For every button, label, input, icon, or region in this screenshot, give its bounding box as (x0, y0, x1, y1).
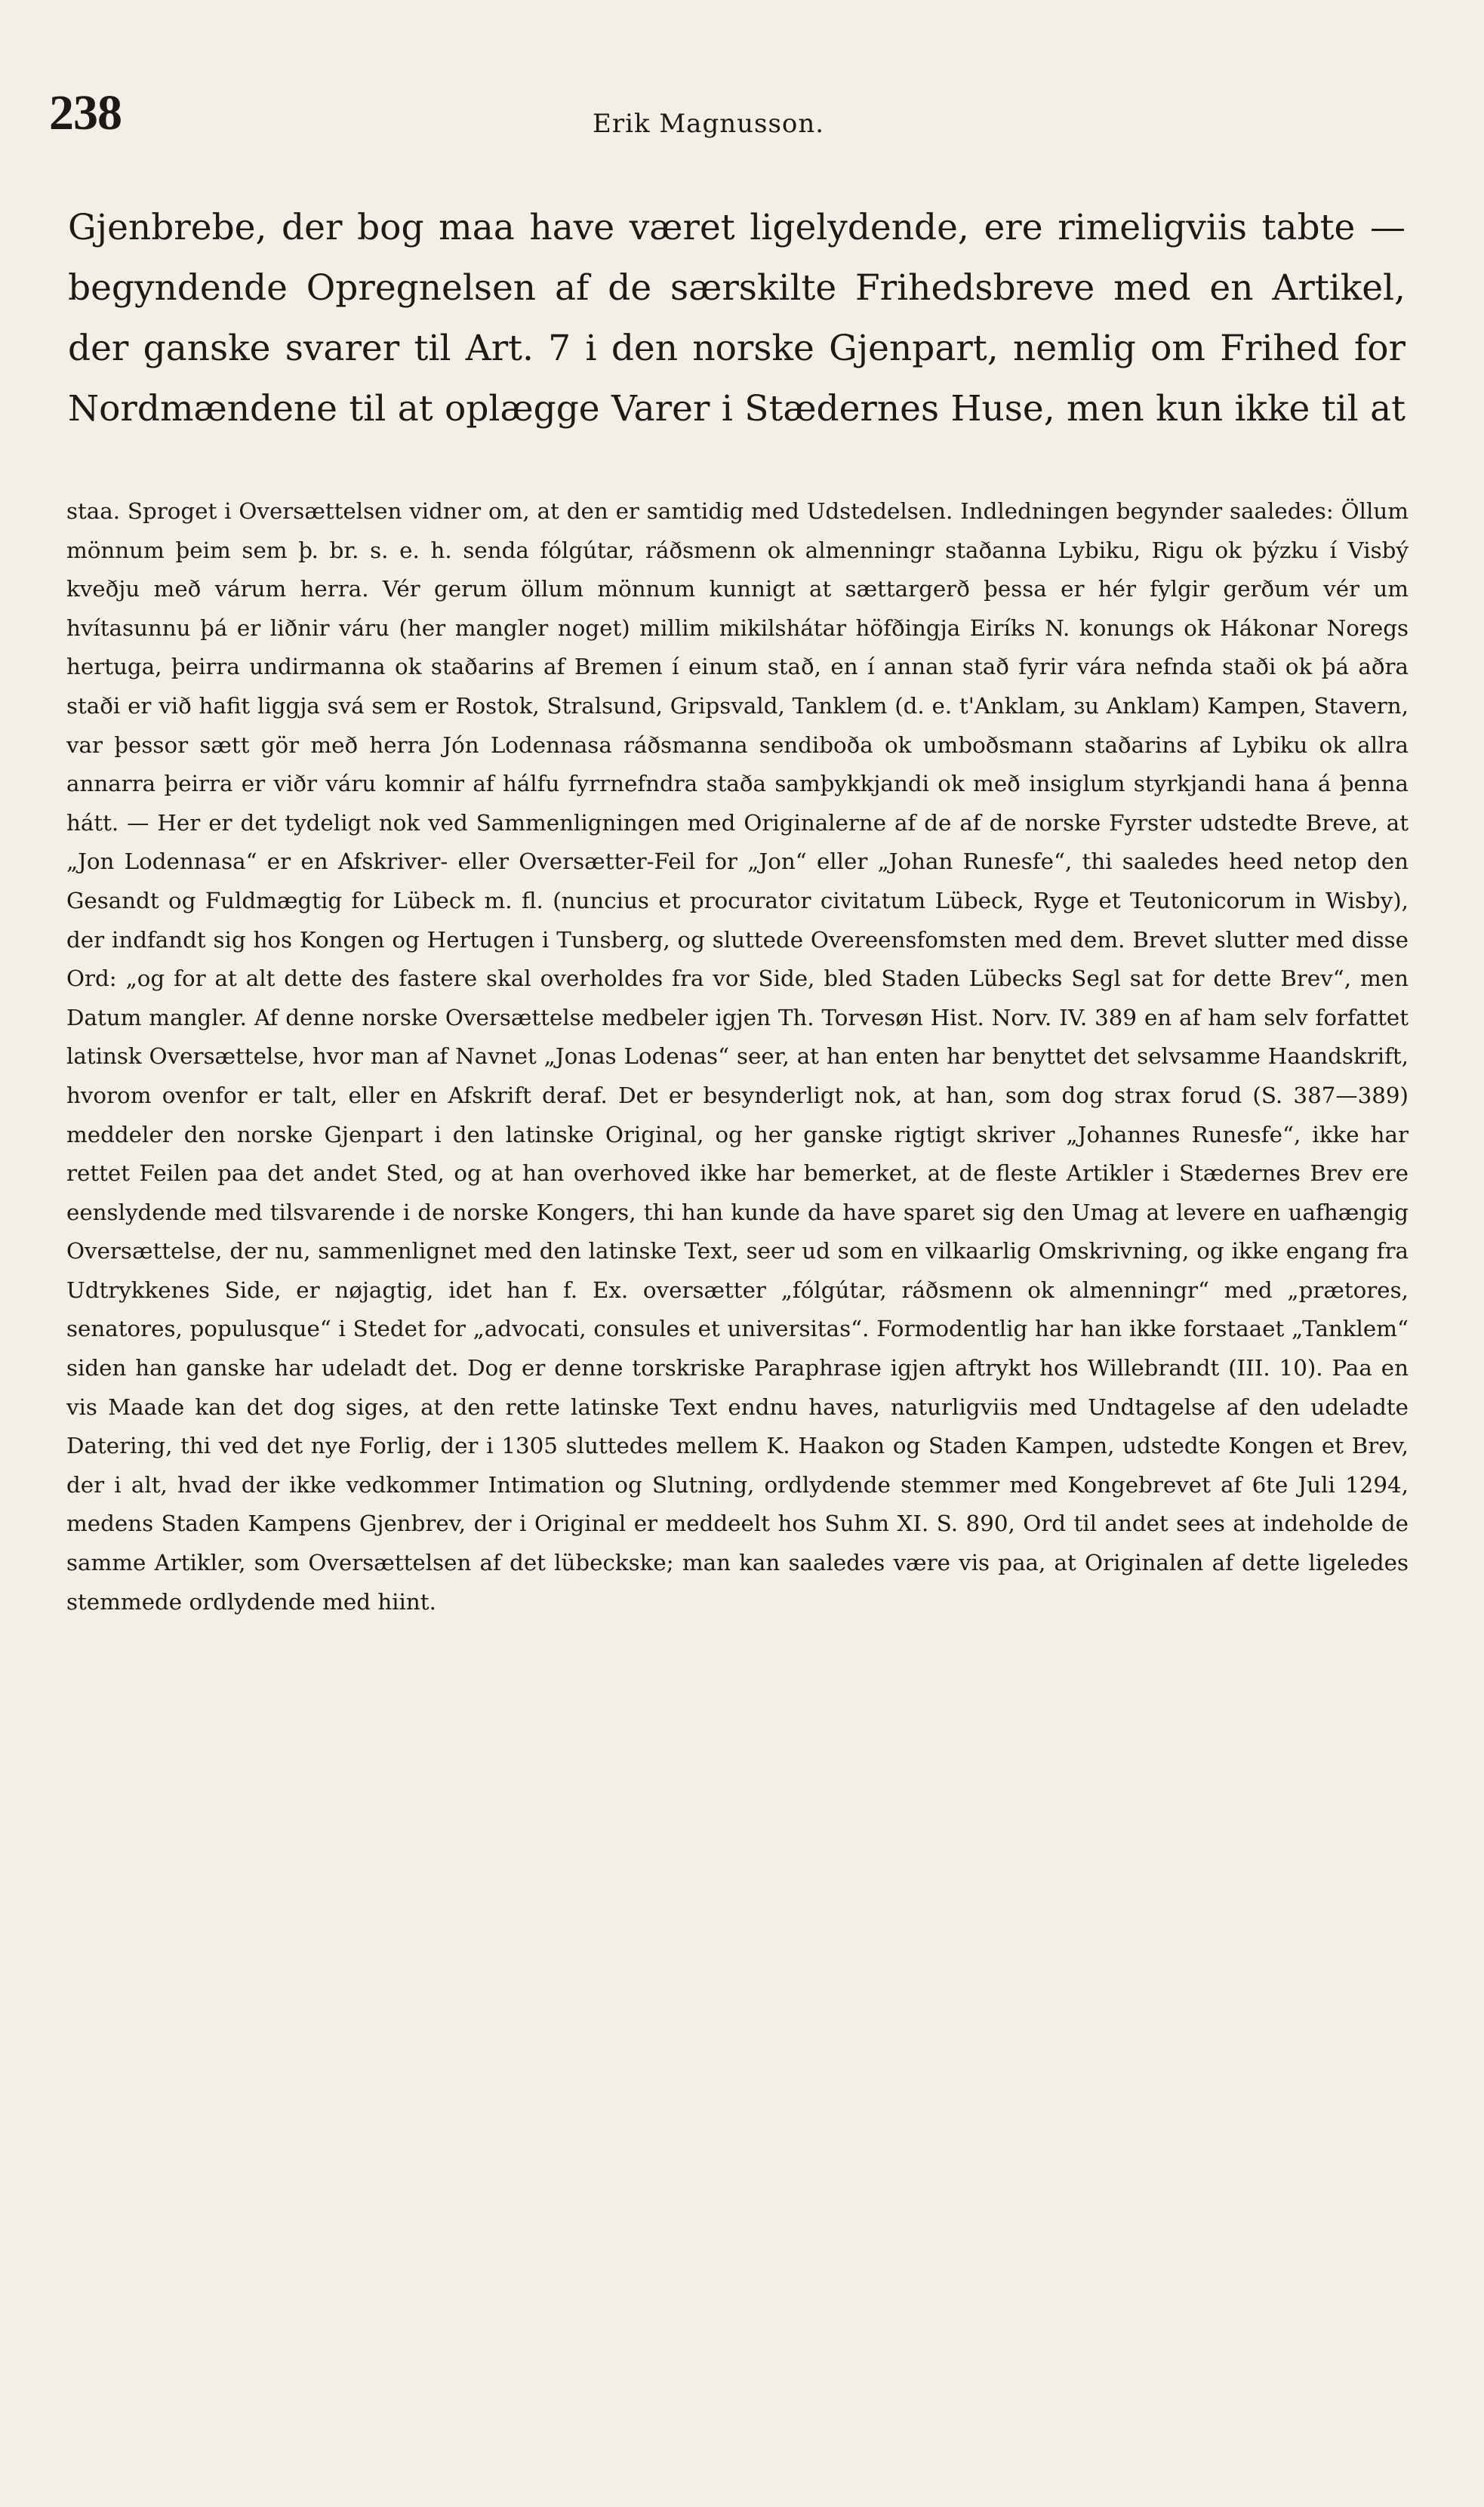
page-number: 238 (49, 85, 122, 140)
footnote-paragraph: staa. Sproget i Oversættelsen vidner om, at den er samtidig med Udstedelsen. Indledningen begynder saaledes: Öllum mönnum þeim sem þ. br. s. e. h. senda fólgútar, ráðsmenn ok almenningr staðanna Lybiku, Rigu ok þýzku í Visbý kveðju með várum herra. Vér gerum öllum mönnum kunnigt at sættargerð þessa er hér fylgir gerðum vér um hvítasunnu þá er liðnir váru (her mangler noget) millim mikilshátar höfðingja Eiríks N. konungs ok Hákonar Noregs hertuga, þeirra undirmanna ok staðarins af Bremen í einum stað, en í annan stað fyrir vára nefnda staði ok þá aðra staði er við hafit liggja svá sem er Rostok, Stralsund, Gripsvald, Tanklem (d. e. t'Anklam, ɜu Anklam) Kampen, Stavern, var þessor sætt gör með herra Jón Lodennasa ráðsmanna sendiboða ok umboðsmann staðarins af Lybiku ok allra annarra þeirra er viðr váru komnir af hálfu fyrrnefndra staða samþykkjandi ok með insiglum styrkjandi hana á þenna hátt. — Her er det tydeligt nok ved Sammenligningen med Originalerne af de af de norske Fyrster udstedte Breve, at „Jon Lodennasa“ er en Afskriver- eller Oversætter-Feil for „Jon“ eller „Johan Runesfe“, thi saaledes heed netop den Gesandt og Fuldmægtig for Lübeck m. fl. (nuncius et procurator civitatum Lübeck, Ryge et Teutonicorum in Wisby), der indfandt sig hos Kongen og Hertugen i Tunsberg, og sluttede Overeensfomsten med dem. Brevet slutter med disse Ord: „og for at alt dette des fastere skal overholdes fra vor Side, bled Staden Lübecks Segl sat for dette Brev“, men Datum mangler. Af denne norske Oversættelse medbeler igjen Th. Torvesøn Hist. Norv. IV. 389 en af ham selv forfattet latinsk Oversættelse, hvor man af Navnet „Jonas Lodenas“ seer, at han enten har benyttet det selvsamme Haandskrift, hvorom ovenfor er talt, eller en Afskrift deraf. Det er besynderligt nok, at han, som dog strax forud (S. 387—389) meddeler den norske Gjenpart i den latinske Original, og her ganske rigtigt skriver „Johannes Runesfe“, ikke har rettet Feilen paa det andet Sted, og at han overhoved ikke har bemerket, at de fleste Artikler i Stædernes Brev ere eenslydende med tilsvarende i de norske Kongers, thi han kunde da have sparet sig den Umag at levere en uafhængig Oversættelse, der nu, sammenlignet med den latinske Text, seer ud som en vilkaarlig Omskrivning, og ikke engang fra Udtrykkenes Side, er nøjagtig, idet han f. Ex. oversætter „fólgútar, ráðsmenn ok almenningr“ med „prætores, senatores, populusque“ i Stedet for „advocati, consules et universitas“. Formodentlig har han ikke forstaaet „Tanklem“ siden han ganske har udeladt det. Dog er denne torskriske Paraphrase igjen aftrykt hos Willebrandt (III. 10). Paa en vis Maade kan det dog siges, at den rette latinske Text endnu haves, naturligviis med Undtagelse af den udeladte Datering, thi ved det nye Forlig, der i 1305 sluttedes mellem K. Haakon og Staden Kampen, udstedte Kongen et Brev, der i alt, hvad der ikke vedkommer Intimation og Slutning, ordlydende stemmer med Kongebrevet af 6te Juli 1294, medens Staden Kampens Gjenbrev, der i Original er meddeelt hos Suhm XI. S. 890, Ord til andet sees at indeholde de samme Artikler, som Oversættelsen af det lübeckske; man kan saaledes være vis paa, at Originalen af dette ligeledes stemmede ordlydende med hiint. (66, 498, 1409, 1615)
running-title: Erik Magnusson. (593, 109, 825, 139)
main-paragraph: Gjenbrebe, der bog maa have været ligelydende, ere rimeligviis tabte — begyndende Opregnelsen af de særskilte Frihedsbreve med en Artikel, der ganske svarer til Art. 7 i den norske Gjenpart, nemlig om Frihed for Nordmændene til at oplægge Varer i Stædernes Huse, men kun ikke til at (68, 207, 1405, 430)
footnote-block (66, 492, 1409, 1622)
main-text-block (68, 198, 1405, 439)
page-header (49, 85, 1408, 152)
